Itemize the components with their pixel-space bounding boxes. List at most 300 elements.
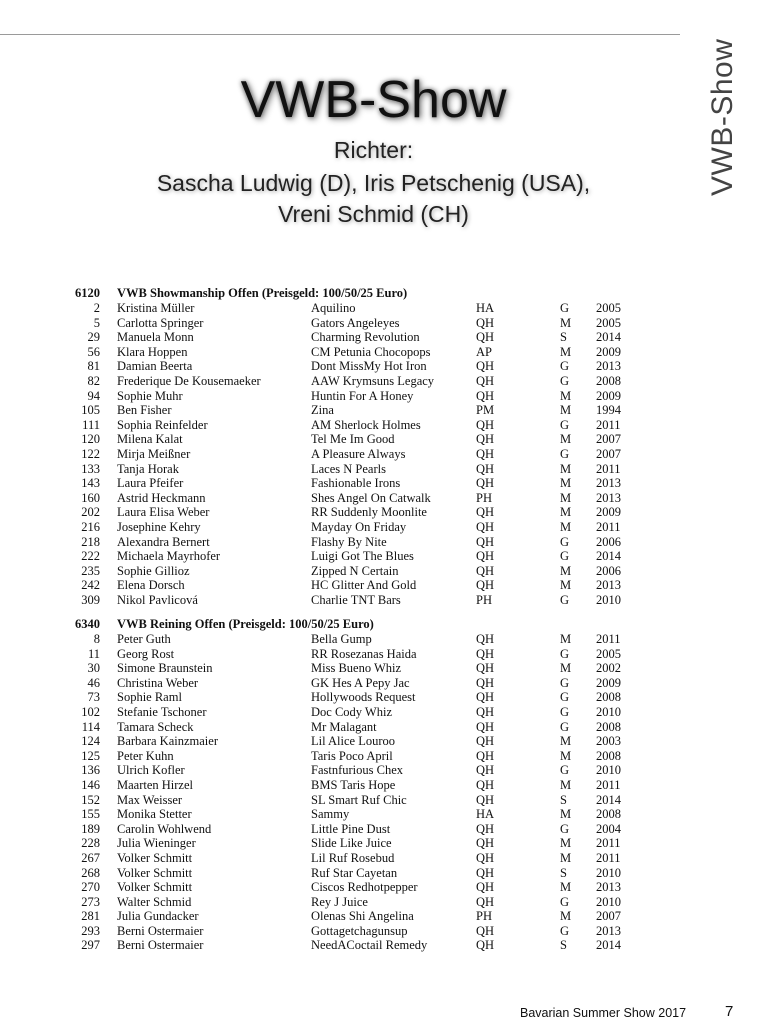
horse-name: CM Petunia Chocopops xyxy=(311,344,431,359)
entry-row xyxy=(0,763,700,778)
entry-row xyxy=(0,462,700,477)
sex-code: M xyxy=(560,563,572,578)
sex-code: M xyxy=(560,388,572,403)
rider-name: Milena Kalat xyxy=(117,432,183,447)
breed-code: QH xyxy=(476,675,495,690)
entry-row xyxy=(0,374,700,389)
entry-number: 94 xyxy=(87,388,100,403)
entry-number: 105 xyxy=(81,403,100,418)
rider-name: Laura Elisa Weber xyxy=(117,505,210,520)
top-rule xyxy=(0,34,680,35)
birth-year: 2008 xyxy=(596,807,621,822)
sex-code: S xyxy=(560,865,567,880)
horse-name: Zina xyxy=(311,403,334,418)
birth-year: 2010 xyxy=(596,704,621,719)
page-number: 7 xyxy=(725,1003,734,1020)
birth-year: 2008 xyxy=(596,690,621,705)
breed-code: QH xyxy=(476,661,495,676)
entry-number: 114 xyxy=(81,719,100,734)
class-header xyxy=(0,286,700,301)
horse-name: Luigi Got The Blues xyxy=(311,549,414,564)
breed-code: PH xyxy=(476,592,492,607)
horse-name: HC Glitter And Gold xyxy=(311,578,417,593)
sex-code: M xyxy=(560,748,572,763)
rider-name: Carlotta Springer xyxy=(117,315,204,330)
horse-name: Ciscos Redhotpepper xyxy=(311,880,418,895)
entry-row xyxy=(0,535,700,550)
entry-row xyxy=(0,895,700,910)
sex-code: G xyxy=(560,704,570,719)
sex-code: G xyxy=(560,690,570,705)
class-title: VWB Reining Offen (Preisgeld: 100/50/25 Euro) xyxy=(117,617,374,631)
entry-number: 81 xyxy=(87,359,100,374)
horse-name: BMS Taris Hope xyxy=(311,777,396,792)
rider-name: Ben Fisher xyxy=(117,403,172,418)
birth-year: 2011 xyxy=(596,461,621,476)
rider-name: Maarten Hirzel xyxy=(117,777,194,792)
breed-code: QH xyxy=(476,476,495,491)
rider-name: Stefanie Tschoner xyxy=(117,704,207,719)
entry-number: 102 xyxy=(81,704,100,719)
entry-row xyxy=(0,447,700,462)
entry-number: 125 xyxy=(81,748,100,763)
judges-label: Richter: xyxy=(333,137,414,163)
birth-year: 2009 xyxy=(596,505,621,520)
entry-number: 152 xyxy=(81,792,100,807)
breed-code: QH xyxy=(476,446,495,461)
birth-year: 2013 xyxy=(596,578,621,593)
sex-code: M xyxy=(560,734,572,749)
horse-name: Miss Bueno Whiz xyxy=(311,661,402,676)
birth-year: 2011 xyxy=(596,836,621,851)
sex-code: M xyxy=(560,403,572,418)
sex-code: G xyxy=(560,373,570,388)
entry-row xyxy=(0,807,700,822)
birth-year: 2014 xyxy=(596,792,621,807)
entry-row xyxy=(0,491,700,506)
birth-year: 2011 xyxy=(596,632,621,646)
rider-name: Manuela Monn xyxy=(117,330,194,345)
breed-code: PH xyxy=(476,909,492,924)
sex-code: G xyxy=(560,592,570,607)
entry-number: 281 xyxy=(81,909,100,924)
sex-code: G xyxy=(560,417,570,432)
sex-code: M xyxy=(560,632,572,646)
horse-name: A Pleasure Always xyxy=(311,446,406,461)
horse-name: Hollywoods Request xyxy=(311,690,416,705)
entry-list xyxy=(0,301,700,607)
rider-name: Klara Hoppen xyxy=(117,344,188,359)
birth-year: 2010 xyxy=(596,763,621,778)
breed-code: QH xyxy=(476,763,495,778)
class-title: VWB Showmanship Offen (Preisgeld: 100/50/25 Euro) xyxy=(117,286,408,300)
horse-name: Mr Malagant xyxy=(311,719,377,734)
entry-row xyxy=(0,345,700,360)
birth-year: 2006 xyxy=(596,563,621,578)
entry-row xyxy=(0,593,700,608)
sex-code: M xyxy=(560,578,572,593)
sex-code: M xyxy=(560,315,572,330)
entry-row xyxy=(0,793,700,808)
breed-code: QH xyxy=(476,646,495,661)
horse-name: Huntin For A Honey xyxy=(311,388,414,403)
sex-code: M xyxy=(560,519,572,534)
birth-year: 2005 xyxy=(596,315,621,330)
sex-code: M xyxy=(560,661,572,676)
horse-name: Lil Alice Louroo xyxy=(311,734,396,749)
horse-name: Doc Cody Whiz xyxy=(311,704,393,719)
rider-name: Julia Gundacker xyxy=(117,909,199,924)
rider-name: Damian Beerta xyxy=(117,359,193,374)
horse-name: AM Sherlock Holmes xyxy=(311,417,421,432)
birth-year: 2013 xyxy=(596,490,621,505)
rider-name: Elena Dorsch xyxy=(117,578,185,593)
breed-code: QH xyxy=(476,777,495,792)
sex-code: M xyxy=(560,344,572,359)
entry-number: 136 xyxy=(81,763,100,778)
entry-row xyxy=(0,851,700,866)
entry-number: 11 xyxy=(87,646,100,661)
entry-row xyxy=(0,720,700,735)
breed-code: QH xyxy=(476,461,495,476)
breed-code: QH xyxy=(476,836,495,851)
entry-row xyxy=(0,389,700,404)
entry-row xyxy=(0,647,700,662)
birth-year: 2013 xyxy=(596,359,621,374)
entry-row xyxy=(0,520,700,535)
rider-name: Julia Wieninger xyxy=(117,836,196,851)
entry-number: 122 xyxy=(81,446,100,461)
birth-year: 2003 xyxy=(596,734,621,749)
entry-row xyxy=(0,822,700,837)
entry-row xyxy=(0,301,700,316)
entry-number: 82 xyxy=(87,373,100,388)
birth-year: 2011 xyxy=(596,519,621,534)
rider-name: Sophie Gillioz xyxy=(117,563,190,578)
entry-row xyxy=(0,316,700,331)
sex-code: M xyxy=(560,909,572,924)
rider-name: Max Weisser xyxy=(117,792,183,807)
rider-name: Josephine Kehry xyxy=(117,519,201,534)
sex-code: M xyxy=(560,777,572,792)
horse-name: GK Hes A Pepy Jac xyxy=(311,675,410,690)
rider-name: Alexandra Bernert xyxy=(117,534,210,549)
rider-name: Laura Pfeifer xyxy=(117,476,184,491)
entry-row xyxy=(0,476,700,491)
birth-year: 2008 xyxy=(596,373,621,388)
class-number: 6340 xyxy=(75,617,100,631)
entry-row xyxy=(0,418,700,433)
horse-name: Gottagetchagunsup xyxy=(311,923,408,938)
birth-year: 2011 xyxy=(596,777,621,792)
horse-name: Flashy By Nite xyxy=(311,534,387,549)
sex-code: G xyxy=(560,646,570,661)
breed-code: QH xyxy=(476,938,495,953)
birth-year: 2004 xyxy=(596,821,621,836)
rider-name: Sophie Raml xyxy=(117,690,182,705)
side-title: VWB-Show xyxy=(706,38,739,196)
entry-row xyxy=(0,909,700,924)
horse-name: NeedACoctail Remedy xyxy=(311,938,428,953)
sex-code: G xyxy=(560,821,570,836)
rider-name: Astrid Heckmann xyxy=(117,490,206,505)
birth-year: 1994 xyxy=(596,403,621,418)
birth-year: 2005 xyxy=(596,646,621,661)
horse-name: SL Smart Ruf Chic xyxy=(311,792,407,807)
horse-name: Fashionable Irons xyxy=(311,476,401,491)
entry-number: 46 xyxy=(87,675,100,690)
entry-row xyxy=(0,734,700,749)
entry-number: 235 xyxy=(81,563,100,578)
entry-number: 228 xyxy=(81,836,100,851)
breed-code: AP xyxy=(476,344,492,359)
sex-code: M xyxy=(560,490,572,505)
sex-code: M xyxy=(560,836,572,851)
birth-year: 2009 xyxy=(596,388,621,403)
breed-code: QH xyxy=(476,850,495,865)
entry-number: 2 xyxy=(93,301,100,315)
entry-row xyxy=(0,549,700,564)
entry-number: 30 xyxy=(87,661,100,676)
breed-code: QH xyxy=(476,359,495,374)
rider-name: Sophie Muhr xyxy=(117,388,183,403)
entry-row xyxy=(0,403,700,418)
horse-name: RR Rosezanas Haida xyxy=(311,646,417,661)
class-section-reining xyxy=(0,617,700,953)
entry-row xyxy=(0,359,700,374)
sex-code: G xyxy=(560,894,570,909)
birth-year: 2008 xyxy=(596,719,621,734)
breed-code: QH xyxy=(476,563,495,578)
entry-number: 124 xyxy=(81,734,100,749)
entry-number: 297 xyxy=(81,938,100,953)
breed-code: QH xyxy=(476,578,495,593)
birth-year: 2011 xyxy=(596,417,621,432)
rider-name: Ulrich Kofler xyxy=(117,763,185,778)
rider-name: Nikol Pavlicová xyxy=(117,592,198,607)
birth-year: 2007 xyxy=(596,432,621,447)
entry-number: 5 xyxy=(93,315,100,330)
entry-number: 267 xyxy=(81,850,100,865)
sex-code: M xyxy=(560,476,572,491)
sex-code: G xyxy=(560,719,570,734)
birth-year: 2009 xyxy=(596,675,621,690)
birth-year: 2014 xyxy=(596,549,621,564)
entry-row xyxy=(0,836,700,851)
horse-name: Little Pine Dust xyxy=(311,821,391,836)
sex-code: M xyxy=(560,880,572,895)
entry-number: 155 xyxy=(81,807,100,822)
rider-name: Christina Weber xyxy=(117,675,199,690)
entry-number: 242 xyxy=(81,578,100,593)
birth-year: 2009 xyxy=(596,344,621,359)
class-header xyxy=(0,617,700,632)
birth-year: 2008 xyxy=(596,748,621,763)
sex-code: S xyxy=(560,330,567,345)
rider-name: Peter Kuhn xyxy=(117,748,174,763)
horse-name: Rey J Juice xyxy=(311,894,368,909)
birth-year: 2010 xyxy=(596,592,621,607)
rider-name: Berni Ostermaier xyxy=(117,923,204,938)
breed-code: QH xyxy=(476,315,495,330)
breed-code: QH xyxy=(476,373,495,388)
breed-code: PH xyxy=(476,490,492,505)
sex-code: M xyxy=(560,850,572,865)
entry-row xyxy=(0,880,700,895)
sex-code: G xyxy=(560,923,570,938)
horse-name: Zipped N Certain xyxy=(311,563,399,578)
breed-code: PM xyxy=(476,403,495,418)
breed-code: QH xyxy=(476,792,495,807)
horse-name: RR Suddenly Moonlite xyxy=(311,505,427,520)
rider-name: Peter Guth xyxy=(117,632,171,646)
breed-code: QH xyxy=(476,432,495,447)
birth-year: 2013 xyxy=(596,923,621,938)
entry-number: 202 xyxy=(81,505,100,520)
rider-name: Tamara Scheck xyxy=(117,719,194,734)
horse-name: Dont MissMy Hot Iron xyxy=(311,359,427,374)
breed-code: QH xyxy=(476,690,495,705)
rider-name: Volker Schmitt xyxy=(117,850,193,865)
horse-name: Bella Gump xyxy=(311,632,372,646)
entry-number: 218 xyxy=(81,534,100,549)
rider-name: Simone Braunstein xyxy=(117,661,213,676)
breed-code: QH xyxy=(476,417,495,432)
horse-name: Shes Angel On Catwalk xyxy=(311,490,431,505)
entry-number: 222 xyxy=(81,549,100,564)
rider-name: Monika Stetter xyxy=(117,807,192,822)
entry-number: 309 xyxy=(81,592,100,607)
entry-row xyxy=(0,661,700,676)
sex-code: G xyxy=(560,534,570,549)
horse-name: Laces N Pearls xyxy=(311,461,386,476)
rider-name: Berni Ostermaier xyxy=(117,938,204,953)
entry-row xyxy=(0,866,700,881)
horse-name: Slide Like Juice xyxy=(311,836,392,851)
breed-code: QH xyxy=(476,388,495,403)
horse-name: Mayday On Friday xyxy=(311,519,407,534)
rider-name: Mirja Meißner xyxy=(117,446,191,461)
horse-name: Ruf Star Cayetan xyxy=(311,865,398,880)
horse-name: Olenas Shi Angelina xyxy=(311,909,414,924)
horse-name: Lil Ruf Rosebud xyxy=(311,850,395,865)
birth-year: 2002 xyxy=(596,661,621,676)
entry-number: 270 xyxy=(81,880,100,895)
horse-name: AAW Krymsuns Legacy xyxy=(311,373,435,388)
breed-code: QH xyxy=(476,821,495,836)
rider-name: Michaela Mayrhofer xyxy=(117,549,221,564)
rider-name: Barbara Kainzmaier xyxy=(117,734,218,749)
breed-code: QH xyxy=(476,865,495,880)
rider-name: Tanja Horak xyxy=(117,461,179,476)
breed-code: HA xyxy=(476,807,495,822)
judges-line-2: Vreni Schmid (CH) xyxy=(278,201,469,227)
breed-code: QH xyxy=(476,719,495,734)
page-title: VWB-Show xyxy=(240,71,507,129)
horse-name: Aquilino xyxy=(311,301,356,315)
entry-row xyxy=(0,330,700,345)
entry-number: 293 xyxy=(81,923,100,938)
breed-code: QH xyxy=(476,632,495,646)
birth-year: 2011 xyxy=(596,850,621,865)
sex-code: G xyxy=(560,763,570,778)
entry-number: 273 xyxy=(81,894,100,909)
entry-row xyxy=(0,705,700,720)
horse-name: Charlie TNT Bars xyxy=(311,592,401,607)
birth-year: 2010 xyxy=(596,894,621,909)
birth-year: 2010 xyxy=(596,865,621,880)
entry-number: 8 xyxy=(93,632,100,646)
birth-year: 2013 xyxy=(596,476,621,491)
entry-number: 160 xyxy=(81,490,100,505)
entry-number: 216 xyxy=(81,519,100,534)
rider-name: Walter Schmid xyxy=(117,894,192,909)
entry-number: 146 xyxy=(81,777,100,792)
entry-row xyxy=(0,749,700,764)
birth-year: 2014 xyxy=(596,938,621,953)
rider-name: Volker Schmitt xyxy=(117,880,193,895)
entry-row xyxy=(0,432,700,447)
entry-row xyxy=(0,632,700,647)
breed-code: QH xyxy=(476,704,495,719)
horse-name: Tel Me Im Good xyxy=(311,432,395,447)
entry-row xyxy=(0,505,700,520)
breed-code: QH xyxy=(476,880,495,895)
entry-row xyxy=(0,778,700,793)
entry-number: 143 xyxy=(81,476,100,491)
entry-number: 73 xyxy=(87,690,100,705)
birth-year: 2005 xyxy=(596,301,621,315)
entry-row xyxy=(0,578,700,593)
breed-code: QH xyxy=(476,330,495,345)
birth-year: 2014 xyxy=(596,330,621,345)
entry-number: 268 xyxy=(81,865,100,880)
entry-number: 189 xyxy=(81,821,100,836)
footer-event: Bavarian Summer Show 2017 xyxy=(520,1006,687,1020)
breed-code: QH xyxy=(476,923,495,938)
rider-name: Sophia Reinfelder xyxy=(117,417,208,432)
entry-row xyxy=(0,676,700,691)
horse-name: Gators Angeleyes xyxy=(311,315,400,330)
birth-year: 2006 xyxy=(596,534,621,549)
sex-code: S xyxy=(560,938,567,953)
entry-number: 29 xyxy=(87,330,100,345)
sex-code: G xyxy=(560,549,570,564)
breed-code: QH xyxy=(476,534,495,549)
sex-code: M xyxy=(560,432,572,447)
breed-code: QH xyxy=(476,748,495,763)
breed-code: QH xyxy=(476,519,495,534)
entry-row xyxy=(0,690,700,705)
breed-code: QH xyxy=(476,894,495,909)
birth-year: 2007 xyxy=(596,446,621,461)
entry-number: 56 xyxy=(87,344,100,359)
entry-number: 111 xyxy=(82,417,100,432)
sex-code: M xyxy=(560,505,572,520)
sex-code: S xyxy=(560,792,567,807)
sex-code: G xyxy=(560,446,570,461)
horse-name: Charming Revolution xyxy=(311,330,420,345)
rider-name: Kristina Müller xyxy=(117,301,195,315)
sex-code: G xyxy=(560,359,570,374)
entry-row xyxy=(0,924,700,939)
entry-row xyxy=(0,938,700,953)
sex-code: M xyxy=(560,461,572,476)
birth-year: 2007 xyxy=(596,909,621,924)
horse-name: Sammy xyxy=(311,807,350,822)
horse-name: Fastnfurious Chex xyxy=(311,763,404,778)
rider-name: Georg Rost xyxy=(117,646,175,661)
